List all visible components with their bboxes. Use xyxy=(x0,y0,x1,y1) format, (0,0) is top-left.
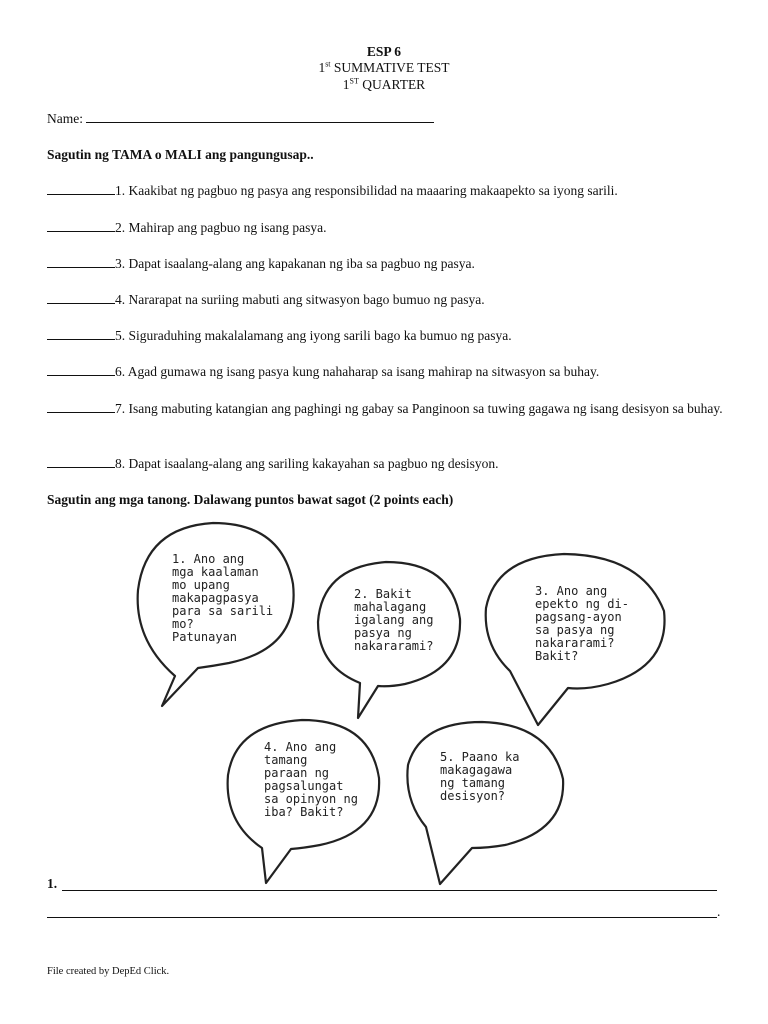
part1-instruction: Sagutin ng TAMA o MALI ang pangungusap.. xyxy=(47,147,314,162)
answer-label: 1. xyxy=(47,876,58,891)
answer-end-mark: . xyxy=(717,904,721,919)
tf-item: 3. Dapat isaalang-alang ang kapakanan ng iba sa pagbuo ng pasya. xyxy=(47,255,723,272)
header-quarter: 1ST QUARTER xyxy=(342,76,426,92)
tf-item: 2. Mahirap ang pagbuo ng isang pasya. xyxy=(47,219,723,236)
answer-line-1[interactable] xyxy=(62,889,717,891)
tf-item: 4. Nararapat na suriing mabuti ang sitwasyon bago bumuo ng pasya. xyxy=(47,291,723,308)
footer-credit: File created by DepEd Click. xyxy=(47,966,170,977)
part2-instruction: Sagutin ang mga tanong. Dalawang puntos bawat sagot (2 points each) xyxy=(47,492,454,507)
question-5-text: 5. Paano ka makagagawa ng tamang desisyon? xyxy=(440,750,520,803)
tf-item: 7. Isang mabuting katangian ang paghingi ng gabay sa Panginoon sa tuwing gagawa ng isang desisyon sa buhay. xyxy=(47,400,723,417)
question-2-text: 2. Bakit mahalagang igalang ang pasya ng nakararami? xyxy=(354,587,434,653)
tf-item: 5. Siguraduhing makalalamang ang iyong sarili bago ka bumuo ng pasya. xyxy=(47,327,723,344)
question-4-text: 4. Ano ang tamang paraan ng pagsalungat sa opinyon ng iba? Bakit? xyxy=(264,740,358,819)
tf-item: 8. Dapat isaalang-alang ang sariling kakayahan sa pagbuo ng desisyon. xyxy=(47,455,723,472)
tf-item: 1. Kaakibat ng pagbuo ng pasya ang responsibilidad na maaaring makaapekto sa iyong sarili. xyxy=(47,182,723,199)
name-label: Name: xyxy=(47,111,83,126)
header-subject: ESP 6 xyxy=(366,44,402,59)
tf-item: 6. Agad gumawa ng isang pasya kung nahaharap sa isang mahirap na sitwasyon sa buhay. xyxy=(47,363,723,380)
question-1-text: 1. Ano ang mga kaalaman mo upang makapagpasya para sa sarili mo? Patunayan xyxy=(172,552,274,644)
speech-bubble-5 xyxy=(407,722,563,884)
answer-line-2[interactable] xyxy=(47,916,717,918)
header-test: 1st SUMMATIVE TEST xyxy=(318,59,450,75)
question-3-text: 3. Ano ang epekto ng di- pagsang-ayon sa pasya ng nakararami? Bakit? xyxy=(535,584,629,663)
